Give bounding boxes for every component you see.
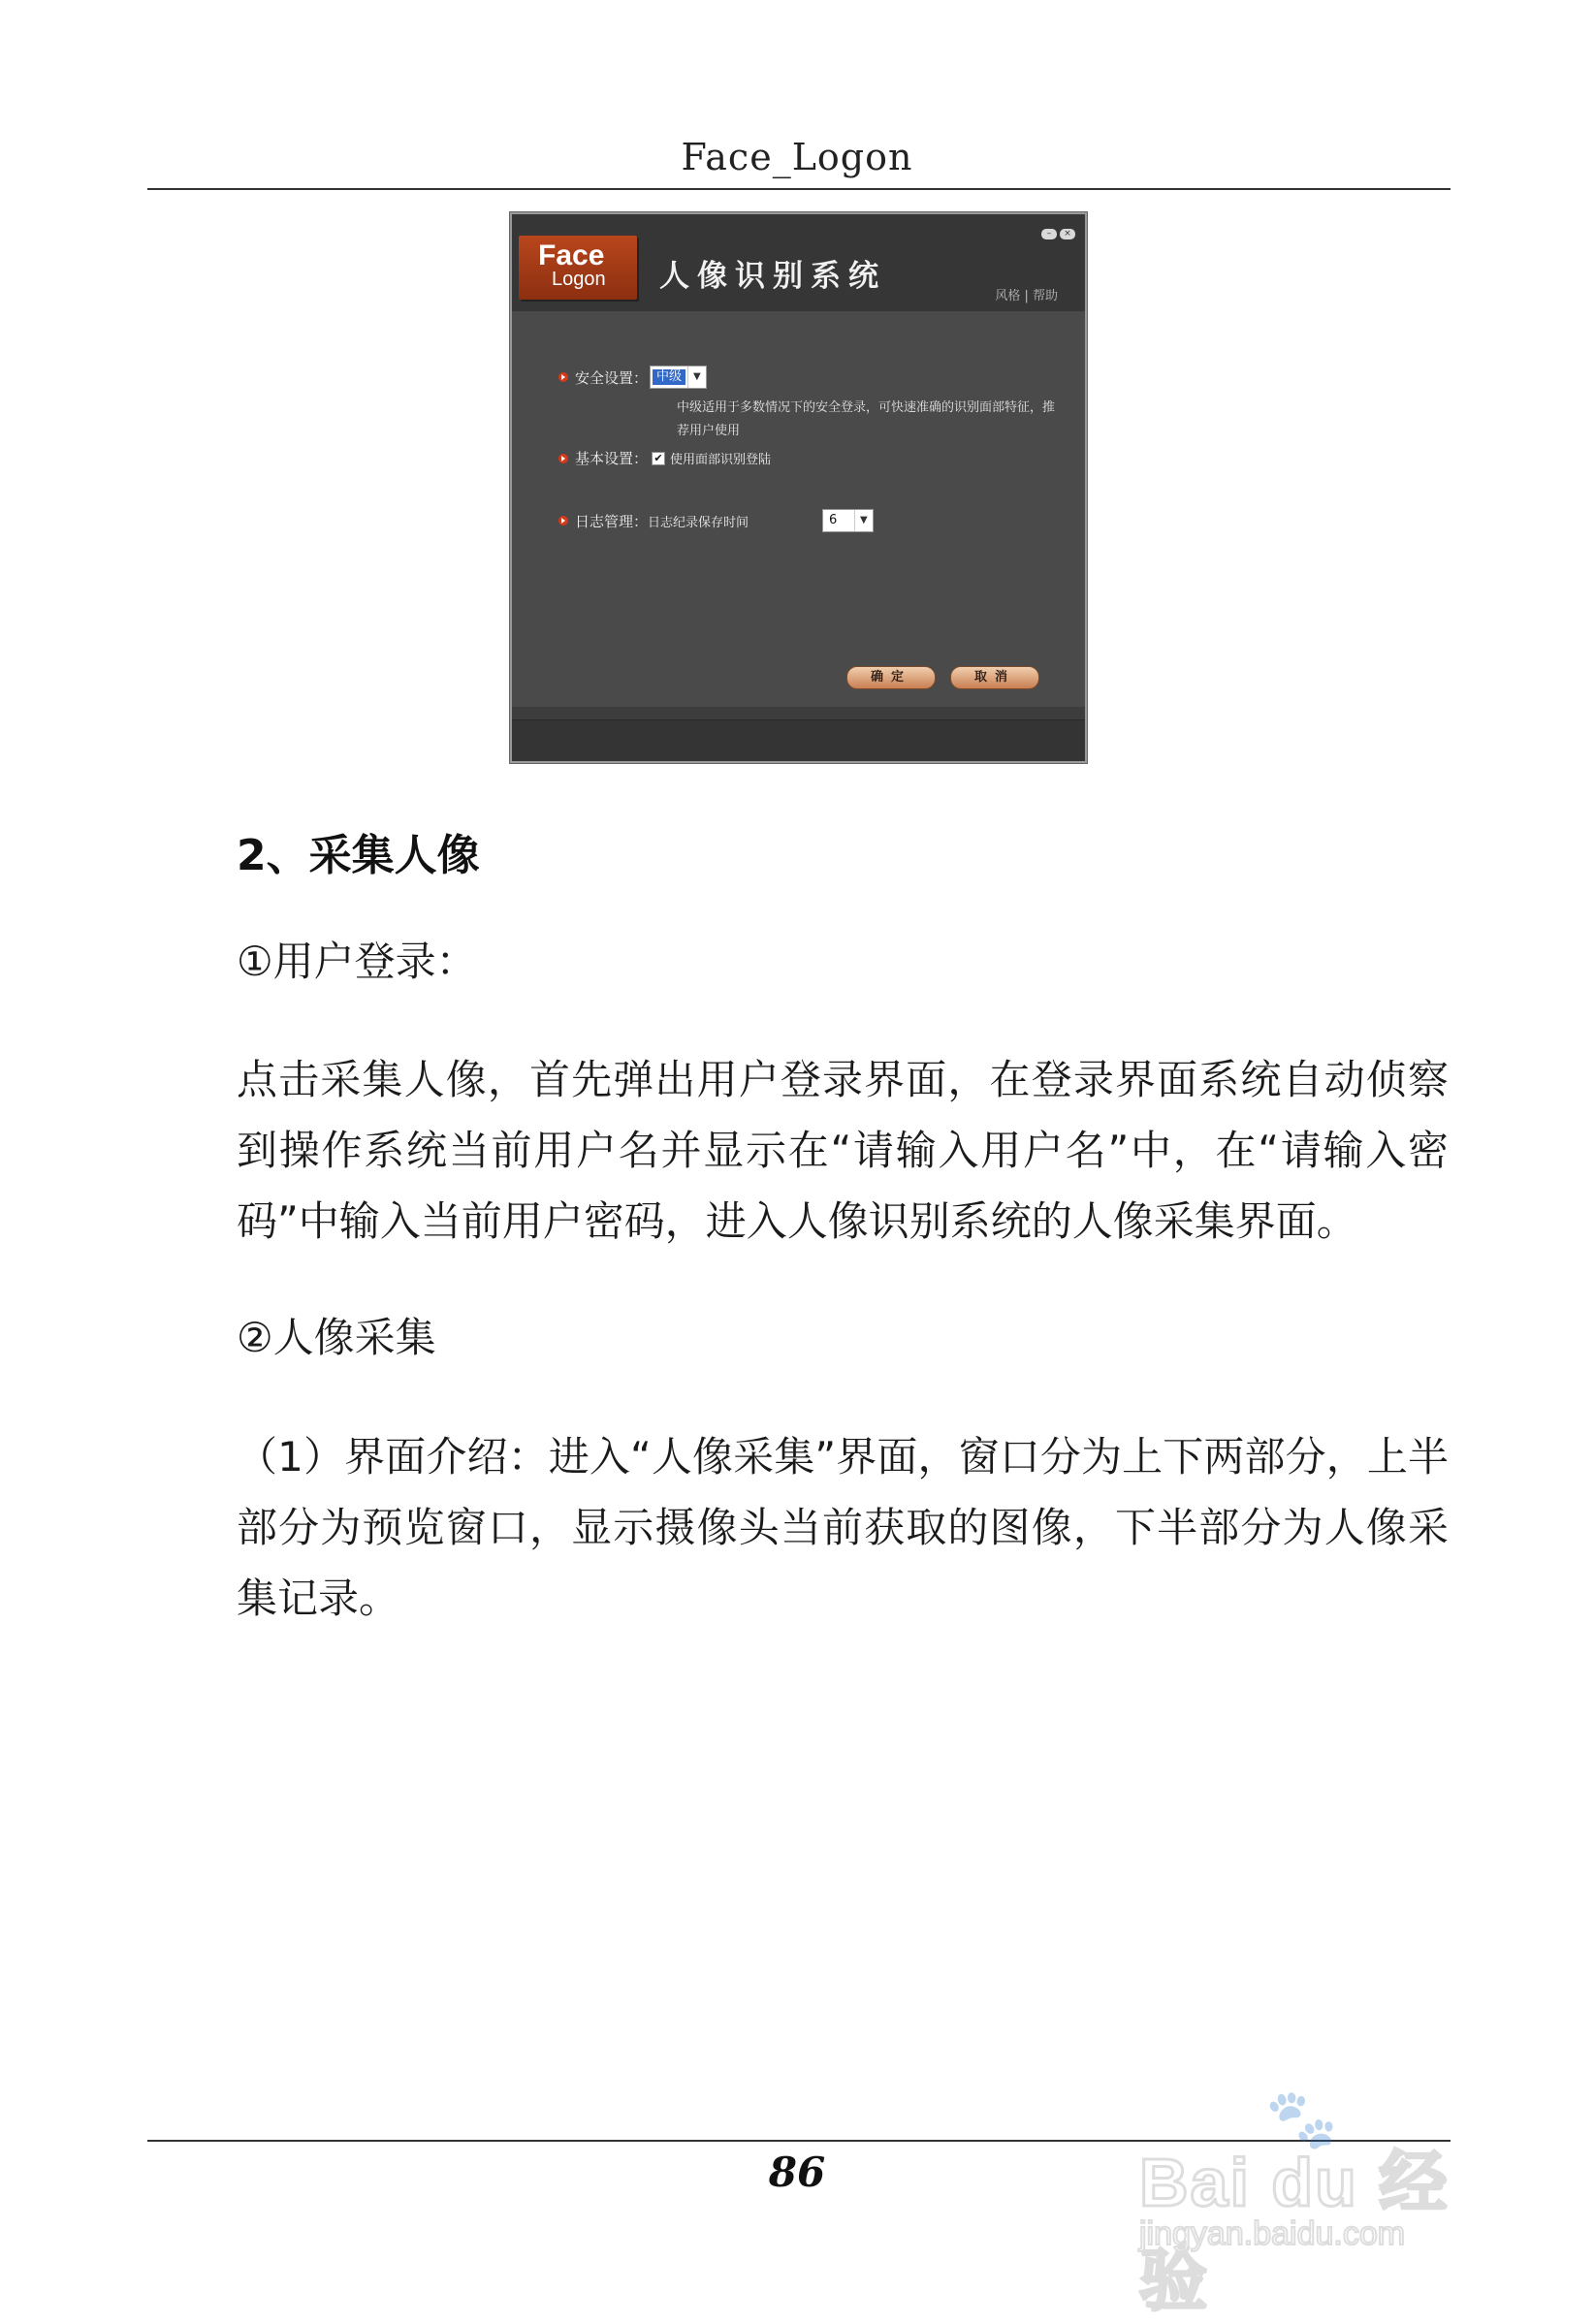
- ok-button[interactable]: 确定: [846, 666, 936, 689]
- paw-icon: 🐾: [1265, 2085, 1338, 2153]
- settings-panel: [512, 311, 1085, 707]
- cancel-button[interactable]: 取消: [950, 666, 1039, 689]
- log-label: 日志管理：: [575, 512, 649, 530]
- security-label: 安全设置：: [575, 368, 649, 387]
- face-logon-logo: [519, 236, 637, 300]
- subheading-face-capture: ②人像采集: [237, 1314, 436, 1361]
- watermark-brand: Bai du 经验: [1139, 2145, 1450, 2318]
- log-retention-value: 6: [829, 513, 838, 527]
- baidu-watermark: [1130, 2085, 1517, 2318]
- paragraph-interface-intro: （1）界面介绍：进入“人像采集”界面，窗口分为上下两部分，上半部分为预览窗口，显示摄像头当前获取的图像，下半部分为人像采集记录。: [237, 1433, 1449, 1622]
- app-titlebar: [512, 214, 1085, 311]
- face-login-checkbox-label: 使用面部识别登陆: [670, 453, 772, 467]
- log-retention-select[interactable]: [822, 509, 874, 532]
- logo-line2: Logon: [552, 269, 606, 290]
- face-login-checkbox[interactable]: ✔: [652, 452, 665, 465]
- security-setting-row: [558, 366, 707, 389]
- app-title: 人像识别系统: [659, 259, 886, 294]
- minimize-icon[interactable]: –: [1041, 229, 1057, 239]
- arrow-bullet-icon: [558, 516, 568, 525]
- window-controls: [1041, 229, 1075, 239]
- style-help-links[interactable]: 风格 | 帮助: [995, 289, 1058, 303]
- header-rule: [147, 188, 1451, 190]
- basic-setting-row: [558, 448, 771, 468]
- basic-label: 基本设置：: [575, 450, 649, 467]
- app-footer-bar: [512, 719, 1085, 761]
- arrow-bullet-icon: [558, 454, 568, 463]
- watermark-url: jingyan.baidu.com: [1139, 2215, 1406, 2252]
- app-screenshot: [510, 212, 1087, 763]
- running-header-title: Face_Logon: [681, 136, 913, 178]
- log-setting-row: [558, 509, 874, 532]
- section-heading: 2、采集人像: [237, 831, 480, 880]
- paragraph-user-login: 点击采集人像，首先弹出用户登录界面，在登录界面系统自动侦察到操作系统当前用户名并显示在“请输入用户名”中，在“请输入密码”中输入当前用户密码，进入人像识别系统的人像采集界面。: [237, 1056, 1449, 1245]
- arrow-bullet-icon: [558, 372, 568, 382]
- security-level-value: 中级: [653, 369, 685, 385]
- security-description: 中级适用于多数情况下的安全登录，可快速准确的识别面部特征，推荐用户使用: [677, 400, 1056, 438]
- security-level-select[interactable]: [650, 366, 707, 389]
- chevron-down-icon: ▼: [687, 366, 706, 388]
- logo-line1: Face: [538, 239, 605, 271]
- page-number: 86: [768, 2149, 826, 2196]
- log-retention-label: 日志纪录保存时间: [648, 515, 749, 530]
- subheading-user-login: ①用户登录：: [237, 938, 477, 985]
- chevron-down-icon: ▼: [854, 510, 873, 531]
- close-icon[interactable]: ×: [1060, 229, 1075, 239]
